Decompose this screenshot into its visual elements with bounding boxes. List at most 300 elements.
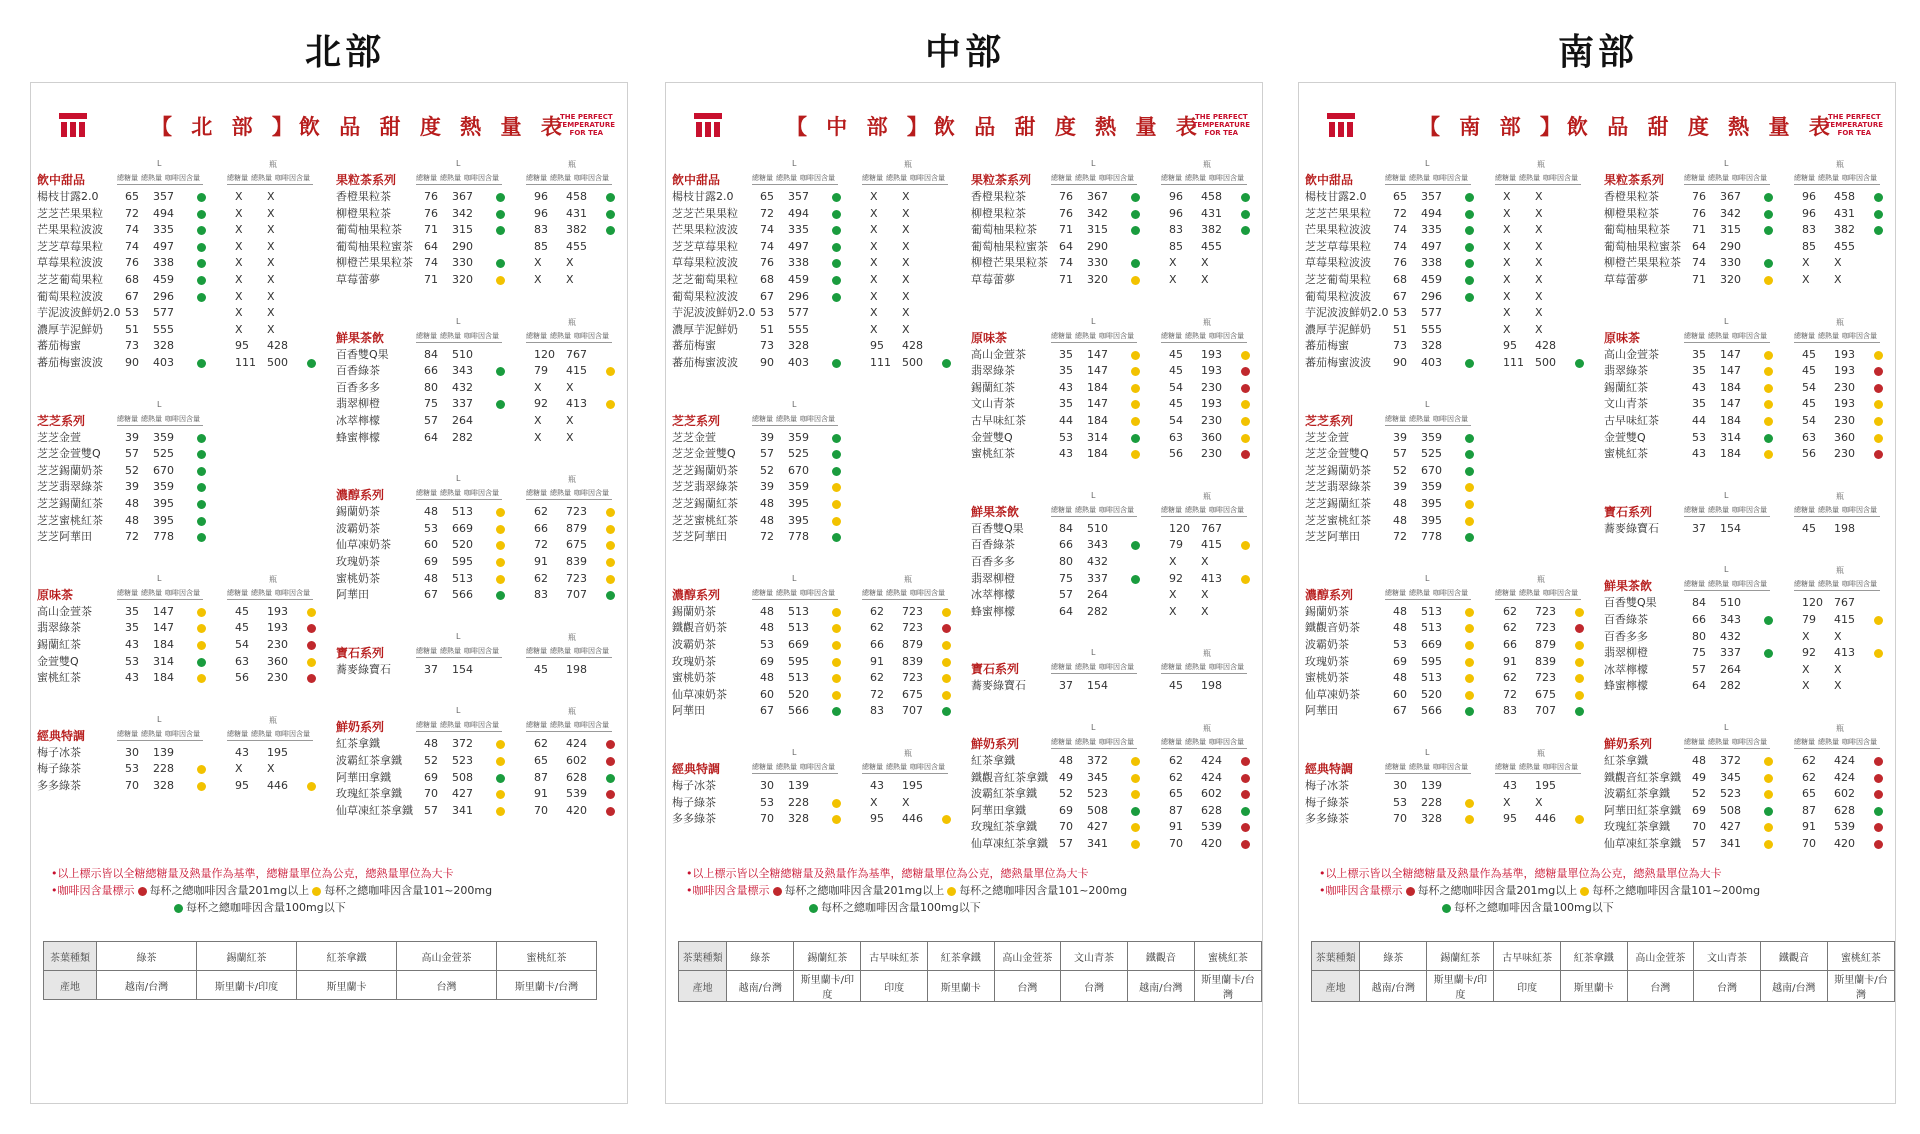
calories-bottle: 500: [902, 355, 923, 369]
calories-l: 264: [452, 413, 473, 427]
column-header: 總熱量: [1075, 505, 1096, 514]
legend-red-text: 每杯之總咖啡因含量201mg以上: [784, 884, 945, 897]
calories-bottle: 230: [267, 671, 288, 685]
calories-l: 523: [1087, 787, 1108, 801]
item-name: 芝芝草莓果粒: [37, 239, 103, 253]
item-name: 錫蘭紅茶: [37, 637, 81, 651]
calories-bottle: X: [902, 206, 910, 220]
sugar-bottle: 66: [870, 637, 884, 651]
column-header: 咖啡因含量: [910, 588, 945, 597]
item-name: 百香多多: [971, 554, 1015, 568]
red-dot-icon: [1406, 887, 1415, 896]
sugar-bottle: 95: [1503, 812, 1517, 826]
menu-item-row: [1604, 430, 1894, 447]
item-name: 百香雙Q果: [971, 521, 1024, 535]
caffeine-dot-bottle: [1874, 417, 1883, 426]
menu-item-row: [1305, 322, 1595, 339]
column-header: 總熱量: [1409, 763, 1430, 771]
calories-bottle: 446: [902, 812, 923, 826]
sugar-bottle: 62: [1169, 770, 1183, 784]
size-label-bottle: 瓶: [1537, 749, 1545, 758]
menu-item-row: [1604, 595, 1894, 612]
sugar-bottle: X: [235, 762, 243, 776]
sugar-l: 43: [1692, 380, 1706, 394]
sugar-l: 53: [760, 637, 774, 651]
menu-item-row: [37, 189, 327, 206]
menu-panel: [1298, 82, 1896, 1104]
calories-bottle: 431: [1201, 206, 1222, 220]
calories-bottle: 628: [1201, 803, 1222, 817]
menu-item-row: [1604, 786, 1894, 803]
column-header: 總糖量: [1051, 738, 1072, 746]
caffeine-dot-l: [197, 434, 206, 443]
logo-leg: [1347, 122, 1353, 137]
caffeine-dot-bottle: [942, 815, 951, 824]
calories-l: 335: [1421, 223, 1442, 237]
size-label-l: L: [157, 714, 162, 724]
sugar-l: 72: [1393, 530, 1407, 544]
section-title: 果粒茶系列: [336, 173, 397, 187]
column-headers: [227, 729, 313, 741]
calories-l: 778: [1421, 530, 1442, 544]
sugar-l: 67: [1393, 289, 1407, 303]
legend-green-text: 每杯之總咖啡因含量100mg以下: [821, 901, 981, 914]
menu-item-row: [672, 289, 962, 306]
sugar-l: 70: [1692, 820, 1706, 834]
sugar-bottle: 65: [1802, 787, 1816, 801]
column-headers: [1161, 505, 1247, 517]
sugar-bottle: X: [534, 256, 542, 270]
column-headers: [526, 331, 612, 343]
sugar-bottle: 79: [534, 364, 548, 378]
item-name: 多多綠茶: [672, 812, 716, 826]
calories-bottle: X: [267, 306, 275, 320]
column-header: 總糖量: [862, 588, 883, 597]
menu-item-row: [336, 430, 626, 447]
column-header: 總糖量: [1684, 505, 1705, 514]
calories-l: 395: [788, 513, 809, 527]
legend-yellow-text: 每杯之總咖啡因含量101~200mg: [324, 884, 493, 897]
column-headers: [416, 173, 502, 185]
menu-item-row: [1604, 678, 1894, 695]
caffeine-dot-l: [1465, 359, 1474, 368]
column-headers: [526, 488, 612, 500]
column-header: 總熱量: [440, 721, 461, 730]
calories-bottle: 767: [1201, 521, 1222, 535]
menu-item-row: [336, 803, 626, 820]
column-header: 總熱量: [440, 646, 461, 655]
column-headers: [1684, 579, 1770, 591]
legend-red-text: 每杯之總咖啡因含量201mg以上: [149, 884, 310, 897]
column-header: 總糖量: [227, 729, 248, 738]
sugar-l: 76: [424, 190, 438, 203]
sugar-l: 57: [1059, 836, 1073, 850]
menu-item-row: [672, 355, 962, 372]
menu-item-row: [1305, 529, 1595, 546]
item-name: 玫瑰紅茶拿鐵: [1604, 820, 1670, 834]
calories-l: 513: [1421, 671, 1442, 685]
column-header: 總熱量: [550, 721, 571, 730]
sugar-bottle: 62: [534, 505, 548, 519]
caffeine-dot-l: [496, 591, 505, 600]
calories-l: 359: [1421, 430, 1442, 444]
footnotes: [51, 865, 611, 916]
item-name: 蕃茄梅蜜波波: [37, 355, 103, 369]
calories-l: 337: [1087, 571, 1108, 585]
caffeine-legend-label: •咖啡因含量標示: [686, 884, 770, 897]
item-name: 草莓蕾夢: [971, 272, 1015, 286]
item-name: 蕃茄梅蜜: [1305, 339, 1349, 353]
sugar-bottle: 95: [870, 812, 884, 826]
logo-leg: [79, 122, 85, 137]
section-header: [971, 159, 1261, 189]
sugar-l: 35: [125, 621, 139, 635]
calories-bottle: 424: [1834, 770, 1855, 784]
calories-l: 513: [452, 571, 473, 585]
menu-item-row: [672, 687, 962, 704]
calories-bottle: 723: [1535, 621, 1556, 635]
column-header: 咖啡因含量: [574, 489, 609, 498]
sugar-l: 44: [1692, 413, 1706, 427]
calories-l: 314: [153, 654, 174, 668]
menu-item-row: [336, 380, 626, 397]
sugar-l: 52: [1393, 463, 1407, 477]
menu-item-row: [37, 496, 327, 513]
sugar-l: 49: [1059, 770, 1073, 784]
calories-bottle: X: [566, 413, 574, 427]
calories-bottle: 413: [1201, 571, 1222, 585]
caffeine-dot-l: [1131, 541, 1140, 550]
sugar-bottle: 70: [1169, 836, 1183, 850]
sugar-bottle: 62: [870, 604, 884, 618]
sugar-bottle: X: [1503, 239, 1511, 253]
size-label-l: L: [1091, 490, 1096, 500]
item-name: 芝芝錫蘭紅茶: [1305, 496, 1371, 510]
caffeine-dot-bottle: [606, 541, 615, 550]
column-header: 總糖量: [416, 489, 437, 498]
calories-bottle: 424: [566, 737, 587, 751]
caffeine-legend-green: [51, 899, 611, 916]
sugar-l: 72: [125, 530, 139, 544]
sugar-l: 64: [1059, 239, 1073, 253]
sugar-l: 80: [1692, 629, 1706, 643]
calories-bottle: X: [267, 223, 275, 237]
size-label-bottle: 瓶: [269, 574, 277, 584]
column-header: 總熱量: [1409, 588, 1430, 597]
sugar-l: 67: [424, 588, 438, 602]
section-header: [971, 648, 1261, 678]
calories-l: 290: [1087, 239, 1108, 253]
sugar-l: 73: [125, 339, 139, 353]
calories-bottle: X: [267, 256, 275, 270]
column-header: 總糖量: [526, 174, 547, 182]
sugar-bottle: 43: [870, 779, 884, 792]
sugar-l: 35: [1059, 397, 1073, 411]
sugar-l: 73: [1393, 339, 1407, 353]
section-title: 經典特調: [37, 728, 86, 743]
sugar-bottle: X: [235, 306, 243, 320]
item-name: 芝芝阿華田: [37, 530, 92, 544]
item-name: 葡萄柚果粒茶: [1604, 223, 1670, 237]
legend-red-text: 每杯之總咖啡因含量201mg以上: [1417, 884, 1578, 897]
menu-item-row: [672, 305, 962, 322]
calories-l: 427: [452, 787, 473, 801]
caffeine-dot-bottle: [307, 608, 316, 617]
caffeine-dot-l: [1764, 276, 1773, 285]
sugar-l: 57: [125, 447, 139, 461]
tagline-line: THE PERFECT: [1195, 113, 1248, 121]
calories-bottle: 455: [1201, 239, 1222, 253]
column-header: 總糖量: [117, 729, 138, 738]
caffeine-dot-l: [1764, 400, 1773, 409]
sugar-l: 37: [424, 662, 438, 676]
origin-row-label: 茶葉種類: [44, 942, 97, 971]
calories-l: 154: [1087, 679, 1108, 693]
section-header: [37, 400, 327, 430]
caffeine-legend: [1319, 882, 1879, 899]
menu-item-row: [672, 430, 962, 447]
sugar-bottle: 92: [1169, 571, 1183, 585]
column-header: 咖啡因含量: [1209, 331, 1244, 340]
calories-l: 341: [1720, 836, 1741, 850]
calories-bottle: 424: [1201, 754, 1222, 767]
menu-item-row: [971, 413, 1261, 430]
item-name: 柳橙果粒茶: [971, 206, 1026, 220]
caffeine-dot-bottle: [606, 774, 615, 783]
calories-l: 525: [1421, 447, 1442, 461]
sugar-l: 72: [1393, 206, 1407, 220]
item-name: 柳橙芒果果粒茶: [336, 256, 413, 270]
item-name: 柳橙芒果果粒茶: [971, 256, 1048, 270]
tea-type-cell: 文山青茶: [1694, 942, 1761, 971]
caffeine-dot-bottle: [1874, 210, 1883, 219]
sugar-l: 69: [1393, 654, 1407, 668]
sugar-l: 37: [1059, 679, 1073, 693]
calories-bottle: 230: [1201, 447, 1222, 461]
sugar-l: 74: [760, 223, 774, 237]
size-label-bottle: 瓶: [1203, 317, 1211, 327]
sugar-bottle: 95: [870, 339, 884, 353]
caffeine-dot-l: [1465, 467, 1474, 476]
column-header: 咖啡因含量: [1099, 331, 1134, 340]
menu-item-row: [1305, 604, 1595, 621]
calories-l: 778: [788, 530, 809, 544]
section-header: [37, 715, 327, 745]
calories-l: 330: [1720, 256, 1741, 270]
sugar-bottle: 45: [1802, 347, 1816, 361]
column-header: 咖啡因含量: [800, 174, 835, 182]
caffeine-dot-l: [1764, 774, 1773, 783]
calories-bottle: X: [1535, 272, 1543, 286]
item-name: 鐵觀音奶茶: [1305, 621, 1360, 635]
menu-section: [1604, 565, 1894, 695]
menu-item-row: [672, 189, 962, 206]
sugar-bottle: X: [1503, 795, 1511, 809]
column-headers: [117, 414, 203, 426]
caffeine-dot-l: [496, 790, 505, 799]
calories-l: 328: [1421, 812, 1442, 826]
item-name: 蕃茄梅蜜: [37, 339, 81, 353]
brand-tagline: [558, 113, 615, 137]
caffeine-dot-bottle: [1241, 400, 1250, 409]
sugar-l: 66: [424, 364, 438, 378]
sugar-l: 43: [1059, 380, 1073, 394]
caffeine-dot-bottle: [1575, 815, 1584, 824]
caffeine-dot-l: [1465, 624, 1474, 633]
sugar-l: 35: [125, 604, 139, 618]
sugar-bottle: X: [534, 430, 542, 444]
column-header: 咖啡因含量: [800, 588, 835, 597]
caffeine-dot-bottle: [606, 193, 615, 202]
origin-cell: 台灣: [1061, 971, 1128, 1002]
menu-item-row: [336, 347, 626, 364]
caffeine-dot-bottle: [1575, 691, 1584, 700]
section-title: 果粒茶系列: [1604, 173, 1665, 187]
calories-l: 228: [788, 795, 809, 809]
item-name: 芝芝金萱: [1305, 430, 1349, 444]
sugar-l: 66: [1692, 612, 1706, 626]
calories-bottle: X: [902, 322, 910, 336]
sugar-l: 76: [125, 256, 139, 270]
sugar-l: 64: [1059, 604, 1073, 618]
caffeine-dot-l: [1764, 649, 1773, 658]
column-header: 總糖量: [1051, 174, 1072, 182]
column-header: 總糖量: [1495, 174, 1516, 182]
calories-l: 595: [1421, 654, 1442, 668]
sugar-l: 52: [760, 463, 774, 477]
caffeine-dot-l: [1465, 450, 1474, 459]
item-name: 古早味紅茶: [1604, 413, 1659, 427]
column-header: 總熱量: [1185, 174, 1206, 182]
sugar-bottle: 56: [235, 671, 249, 685]
sugar-bottle: 120: [1169, 521, 1190, 535]
section-title: 原味茶: [971, 330, 1008, 345]
calories-l: 338: [153, 256, 174, 270]
origin-table-row: [44, 942, 597, 971]
menu-item-row: [672, 703, 962, 720]
sugar-bottle: X: [1503, 190, 1511, 203]
calories-l: 367: [1720, 190, 1741, 203]
calories-bottle: 193: [1834, 364, 1855, 378]
column-header: 總糖量: [1051, 663, 1072, 672]
sugar-l: 48: [125, 496, 139, 510]
item-name: 阿華田: [672, 704, 705, 718]
item-name: 芝芝金萱: [672, 430, 716, 444]
menu-item-row: [1604, 662, 1894, 679]
column-header: 咖啡因含量: [1433, 174, 1468, 182]
item-name: 香橙果粒茶: [336, 190, 391, 203]
column-header: 咖啡因含量: [165, 414, 200, 423]
column-header: 總熱量: [1185, 663, 1206, 672]
column-header: 總糖量: [1161, 505, 1182, 514]
caffeine-dot-bottle: [307, 359, 316, 368]
menu-item-row: [37, 355, 327, 372]
caffeine-dot-l: [1764, 417, 1773, 426]
calories-bottle: X: [902, 256, 910, 270]
sugar-bottle: 96: [1169, 206, 1183, 220]
column-header: 咖啡因含量: [1732, 174, 1767, 182]
calories-l: 555: [1421, 322, 1442, 336]
sugar-bottle: 62: [1503, 671, 1517, 685]
sugar-bottle: 62: [1503, 604, 1517, 618]
item-name: 芝芝芒果果粒: [1305, 206, 1371, 220]
tea-type-cell: 紅茶拿鐵: [297, 942, 397, 971]
column-header: 總糖量: [1161, 174, 1182, 182]
caffeine-dot-bottle: [1874, 840, 1883, 849]
sugar-bottle: 43: [235, 745, 249, 759]
menu-section: [336, 474, 626, 604]
caffeine-dot-l: [1764, 351, 1773, 360]
column-headers: [1495, 588, 1581, 600]
column-header: 咖啡因含量: [464, 646, 499, 655]
column-headers: [752, 173, 838, 185]
origin-cell: 台灣: [1694, 971, 1761, 1002]
sugar-l: 52: [1692, 787, 1706, 801]
calories-bottle: 415: [1834, 612, 1855, 626]
tea-type-cell: 鐵觀音: [1127, 942, 1194, 971]
item-name: 冰萃檸檬: [336, 413, 380, 427]
menu-item-row: [336, 753, 626, 770]
item-name: 柳橙果粒茶: [336, 206, 391, 220]
caffeine-dot-bottle: [307, 782, 316, 791]
menu-item-row: [1305, 513, 1595, 530]
sugar-l: 48: [760, 496, 774, 510]
section-header: [1604, 317, 1894, 347]
sugar-l: 35: [1692, 397, 1706, 411]
sugar-bottle: 120: [534, 347, 555, 361]
calories-l: 508: [1087, 803, 1108, 817]
yellow-dot-icon: [947, 887, 956, 896]
caffeine-dot-l: [197, 641, 206, 650]
caffeine-dot-l: [1131, 840, 1140, 849]
menu-item-row: [37, 463, 327, 480]
section-title: 芝芝系列: [37, 413, 86, 428]
sugar-bottle: 111: [1503, 355, 1524, 369]
calories-bottle: 602: [1201, 787, 1222, 801]
section-header: [336, 474, 626, 504]
calories-bottle: 198: [1201, 679, 1222, 693]
size-label-bottle: 瓶: [1836, 160, 1844, 169]
calories-l: 523: [452, 753, 473, 767]
sugar-l: 57: [1692, 662, 1706, 676]
sugar-bottle: 72: [870, 687, 884, 701]
sugar-l: 57: [1692, 836, 1706, 850]
calories-l: 459: [1421, 272, 1442, 286]
calories-l: 403: [788, 355, 809, 369]
calories-bottle: 230: [1201, 380, 1222, 394]
item-name: 阿華田: [336, 588, 369, 602]
sugar-l: 65: [760, 190, 774, 203]
sugar-l: 53: [1393, 795, 1407, 809]
sugar-l: 64: [424, 239, 438, 253]
caffeine-dot-bottle: [1874, 450, 1883, 459]
sugar-bottle: X: [870, 322, 878, 336]
calories-l: 228: [153, 762, 174, 776]
calories-l: 510: [1087, 521, 1108, 535]
column-headers: [1161, 173, 1247, 185]
sugar-l: 64: [1692, 679, 1706, 693]
sugar-l: 57: [1393, 447, 1407, 461]
size-label-bottle: 瓶: [1203, 491, 1211, 501]
size-label-l: L: [1724, 316, 1729, 326]
item-name: 百香雙Q果: [1604, 596, 1657, 610]
column-header: 總熱量: [1708, 505, 1729, 514]
caffeine-dot-bottle: [606, 790, 615, 799]
sugar-l: 71: [1692, 272, 1706, 286]
column-header: 咖啡因含量: [1209, 505, 1244, 514]
panel-header: [1299, 109, 1895, 153]
calories-bottle: X: [902, 272, 910, 286]
